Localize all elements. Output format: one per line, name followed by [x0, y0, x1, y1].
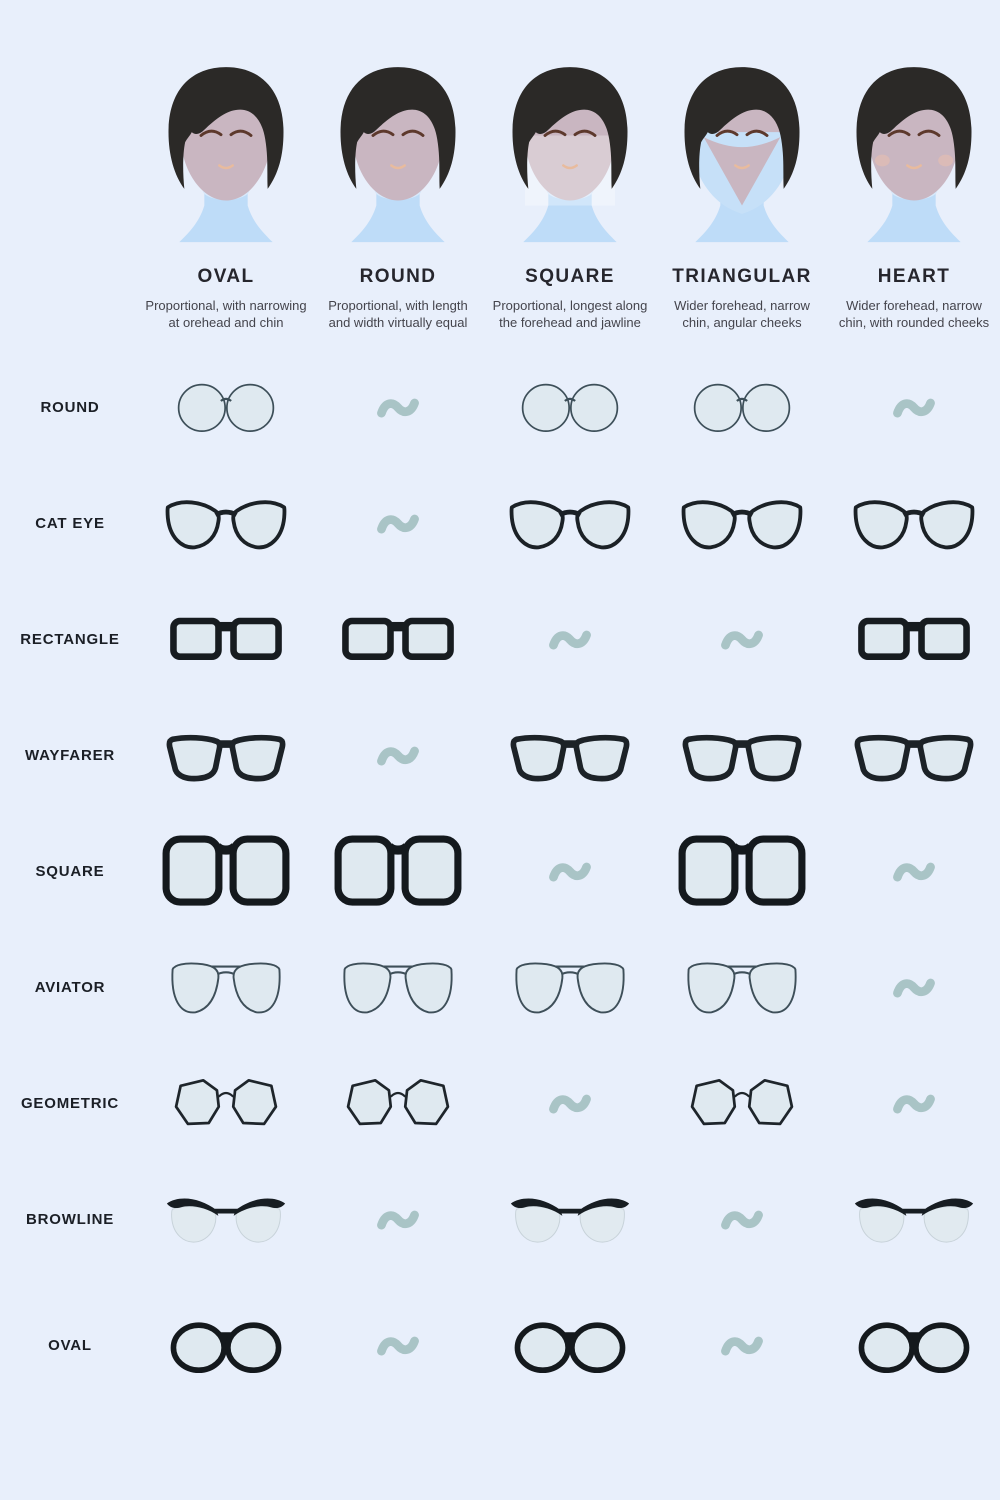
face-shape-description: Proportional, with narrowing at orehead and chin: [145, 298, 307, 331]
glasses-cateye-icon: [656, 493, 828, 554]
row-label: AVIATOR: [34, 978, 106, 996]
not-suitable-tilde-icon: [312, 740, 484, 771]
glasses-round-icon: [656, 376, 828, 438]
not-suitable-tilde-icon: [312, 1330, 484, 1361]
row-label: CAT EYE: [35, 514, 105, 532]
glasses-square-icon: [656, 832, 828, 911]
glasses-browline-icon: [828, 1192, 1000, 1247]
glasses-suitability-matrix: [0, 349, 1000, 1403]
glasses-geometric-icon: [312, 1074, 484, 1132]
face-shape-name: OVAL: [197, 266, 255, 287]
row-label: BROWLINE: [25, 1210, 115, 1228]
not-suitable-tilde-icon: [828, 856, 1000, 887]
matrix-row-round: [0, 349, 1000, 465]
glasses-geometric-icon: [140, 1074, 312, 1132]
glasses-round-icon: [484, 376, 656, 438]
glasses-oval-icon: [140, 1313, 312, 1377]
triangular-face-illustration: [667, 62, 817, 254]
glasses-wayfarer-icon: [828, 726, 1000, 785]
face-column-triangular: [656, 62, 828, 331]
matrix-row-cat-eye: [0, 465, 1000, 581]
face-shape-name: TRIANGULAR: [672, 266, 812, 287]
glasses-square-icon: [312, 832, 484, 911]
not-suitable-tilde-icon: [484, 856, 656, 887]
glasses-oval-icon: [484, 1313, 656, 1377]
not-suitable-tilde-icon: [484, 624, 656, 655]
not-suitable-tilde-icon: [312, 392, 484, 423]
face-shape-description: Proportional, longest along the forehead and jawline: [492, 298, 648, 331]
glasses-round-icon: [140, 376, 312, 438]
face-column-square: [484, 62, 656, 331]
face-shape-name: HEART: [877, 266, 951, 287]
glasses-rectangle-icon: [140, 606, 312, 672]
row-label: OVAL: [48, 1336, 92, 1354]
row-label: ROUND: [40, 398, 100, 416]
matrix-row-wayfarer: [0, 697, 1000, 813]
not-suitable-tilde-icon: [828, 392, 1000, 423]
not-suitable-tilde-icon: [312, 1204, 484, 1235]
matrix-row-aviator: [0, 929, 1000, 1045]
heart-face-illustration: [839, 62, 989, 254]
glasses-wayfarer-icon: [140, 726, 312, 785]
glasses-aviator-icon: [484, 957, 656, 1018]
glasses-rectangle-icon: [312, 606, 484, 672]
glasses-rectangle-icon: [828, 606, 1000, 672]
glasses-browline-icon: [484, 1192, 656, 1247]
round-face-illustration: [323, 62, 473, 254]
not-suitable-tilde-icon: [484, 1088, 656, 1119]
glasses-oval-icon: [828, 1313, 1000, 1377]
glasses-aviator-icon: [140, 957, 312, 1018]
glasses-square-icon: [140, 832, 312, 911]
glasses-browline-icon: [140, 1192, 312, 1247]
face-shapes-header: [0, 0, 1000, 331]
glasses-aviator-icon: [656, 957, 828, 1018]
face-column-heart: [828, 62, 1000, 331]
not-suitable-tilde-icon: [656, 624, 828, 655]
row-label: RECTANGLE: [20, 630, 120, 648]
glasses-cateye-icon: [484, 493, 656, 554]
not-suitable-tilde-icon: [312, 508, 484, 539]
matrix-row-oval: [0, 1287, 1000, 1403]
face-shape-name: SQUARE: [525, 266, 615, 287]
row-label: GEOMETRIC: [20, 1094, 120, 1112]
glasses-cateye-icon: [140, 493, 312, 554]
face-shape-description: Wider forehead, narrow chin, angular cheeks: [674, 298, 810, 331]
face-shape-description: Proportional, with length and width virtually equal: [328, 298, 468, 331]
row-label: SQUARE: [35, 862, 105, 880]
matrix-row-square: [0, 813, 1000, 929]
square-face-illustration: [495, 62, 645, 254]
face-column-round: [312, 62, 484, 331]
row-label: WAYFARER: [24, 746, 116, 764]
face-shape-description: Wider forehead, narrow chin, with rounded cheeks: [838, 298, 990, 331]
not-suitable-tilde-icon: [656, 1204, 828, 1235]
not-suitable-tilde-icon: [656, 1330, 828, 1361]
not-suitable-tilde-icon: [828, 972, 1000, 1003]
glasses-cateye-icon: [828, 493, 1000, 554]
glasses-geometric-icon: [656, 1074, 828, 1132]
face-column-oval: [140, 62, 312, 331]
not-suitable-tilde-icon: [828, 1088, 1000, 1119]
oval-face-illustration: [151, 62, 301, 254]
matrix-row-browline: [0, 1161, 1000, 1277]
glasses-wayfarer-icon: [656, 726, 828, 785]
glasses-aviator-icon: [312, 957, 484, 1018]
matrix-row-geometric: [0, 1045, 1000, 1161]
matrix-row-rectangle: [0, 581, 1000, 697]
face-shape-name: ROUND: [359, 266, 437, 287]
header-spacer: [0, 62, 140, 331]
glasses-wayfarer-icon: [484, 726, 656, 785]
